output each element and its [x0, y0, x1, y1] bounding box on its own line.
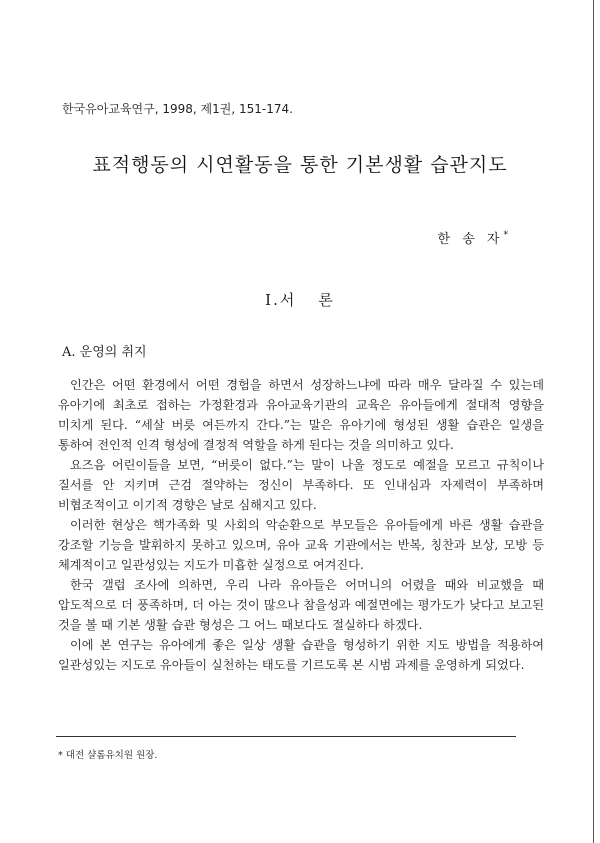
paper-title: 표적행동의 시연활동을 통한 기본생활 습관지도	[92, 154, 508, 176]
paragraph: 한국 갤럽 조사에 의하면, 우리 나라 유아들은 어머니의 어렸을 때와 비교했을 때 압도적으로 더 풍족하며, 더 아는 것이 많으나 참을성과 예절면에는 평가도가 낮다고 보고된 것을 볼 때 기본 생활 습관 형성은 그 어느 때보다도 절실하다 하겠다.	[58, 578, 544, 632]
journal-citation: 한국유아교육연구, 1998, 제1권, 151-174.	[62, 102, 293, 116]
footnote-divider	[56, 736, 516, 737]
section-title-second: 론	[318, 291, 335, 309]
paragraph: 요즈음 어린이들을 보면, “버릇이 없다.”는 말이 나올 정도로 예절을 모르고 규칙이나 질서를 안 지키며 근검 절약하는 정신이 부족하다. 또 인내심과 자제력이 부족하며 비협조적이고 이기적 경향은 날로 심해지고 있다.	[58, 458, 544, 512]
paragraph: 인간은 어떤 환경에서 어떤 경험을 하면서 성장하느냐에 따라 매우 달라질 수 있는데 유아기에 최초로 접하는 가정환경과 유아교육기관의 교육은 유아들에게 절대적 영향을 미치게 된다. “세살 버릇 여든까지 간다.”는 말은 유아기에 형성된 생활 습관은 일생을 통하여 전인적 인격 형성에 결정적 역할을 하게 된다는 것을 의미하고 있다.	[58, 378, 544, 452]
author-footnote-mark: *	[503, 230, 508, 241]
author	[438, 228, 508, 247]
footnote: * 대전 샬롬유치원 원장.	[58, 750, 158, 761]
section-number: I.	[265, 291, 280, 309]
author-name: 한 송 자	[437, 232, 504, 247]
section-heading	[0, 289, 600, 310]
subsection-heading: A. 운영의 취지	[62, 345, 147, 360]
scan-edge-line	[593, 0, 594, 843]
body-text	[58, 375, 544, 675]
section-title-first: 서	[279, 291, 297, 309]
paragraph: 이러한 현상은 핵가족화 및 사회의 악순환으로 부모들은 유아들에게 바른 생활 습관을 강조할 기능을 발휘하지 못하고 있으며, 유아 교육 기관에서는 반복, 칭찬과 보상, 모방 등 체계적이고 일관성있는 지도가 미흡한 실정으로 여겨진다.	[58, 518, 544, 572]
paragraph: 이에 본 연구는 유아에게 좋은 일상 생활 습관을 형성하기 위한 지도 방법을 적용하여 일관성있는 지도로 유아들이 실천하는 태도를 기르도록 본 시범 과제를 운영하게 되었다.	[58, 638, 544, 672]
